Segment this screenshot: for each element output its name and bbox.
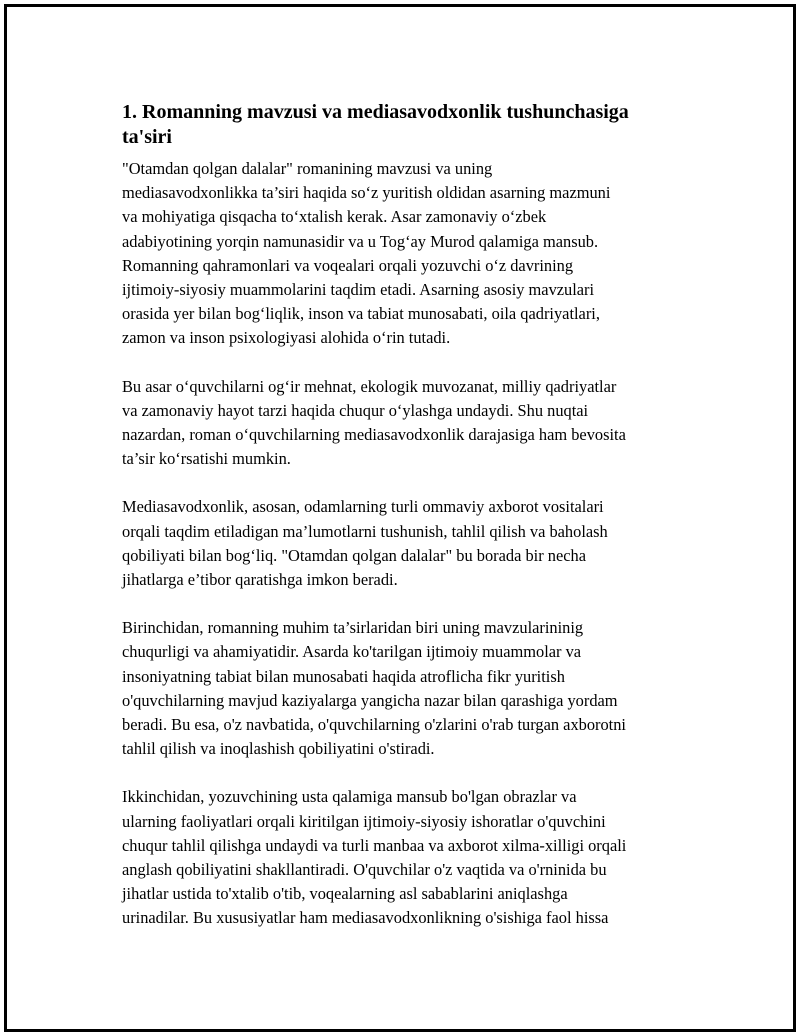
text-line: ularning faoliyatlari orqali kiritilgan ijtimoiy-siyosiy ishoratlar o'quvchini: [122, 811, 606, 831]
text-line: va mohiyatiga qisqacha to‘xtalish kerak. Asar zamonaviy o‘zbek: [122, 207, 547, 227]
text-line: jihatlarga e’tibor qaratishga imkon beradi.: [122, 570, 398, 590]
text-line: orasida yer bilan bog‘liqlik, inson va tabiat munosabati, oila qadriyatlari,: [122, 304, 600, 324]
text-line: ijtimoiy-siyosiy muammolarini taqdim etadi. Asarning asosiy mavzulari: [122, 280, 595, 300]
text-line: beradi. Bu esa, o'z navbatida, o'quvchilarning o'zlarini o'rab turgan axborotni: [122, 715, 626, 735]
text-line: chuqurligi va ahamiyatidir. Asarda ko'tarilgan ijtimoiy muammolar va: [122, 642, 582, 662]
paragraph-5: [122, 785, 702, 930]
paragraph-2: [122, 375, 702, 472]
text-line: ta’sir ko‘rsatishi mumkin.: [122, 449, 291, 469]
text-line: tahlil qilish va inoqlashish qobiliyatini o'stiradi.: [122, 739, 435, 759]
page-frame: [4, 4, 796, 1032]
text-line: chuqur tahlil qilishga undaydi va turli manbaa va axborot xilma-xilligi orqali: [122, 835, 627, 855]
text-line: urinadilar. Bu xususiyatlar ham mediasavodxonlikning o'sishiga faol hissa: [122, 908, 609, 928]
text-line: zamon va inson psixologiyasi alohida o‘rin tutadi.: [122, 328, 451, 348]
text-line: insoniyatning tabiat bilan munosabati haqida atroflicha fikr yuritish: [122, 666, 565, 686]
text-line: o'quvchilarning mavjud kaziyalarga yangicha nazar bilan qarashiga yordam: [122, 690, 618, 710]
text-line: qobiliyati bilan bog‘liq. "Otamdan qolgan dalalar" bu borada bir necha: [122, 545, 586, 565]
text-line: Ikkinchidan, yozuvchining usta qalamiga mansub bo'lgan obrazlar va: [122, 787, 577, 807]
text-line: Romanning qahramonlari va voqealari orqali yozuvchi o‘z davrining: [122, 255, 574, 275]
paragraph-4: [122, 616, 702, 761]
text-line: Mediasavodxonlik, asosan, odamlarning turli ommaviy axborot vositalari: [122, 497, 604, 517]
text-line: Bu asar o‘quvchilarni og‘ir mehnat, ekologik muvozanat, milliy qadriyatlar: [122, 376, 617, 396]
text-line: adabiyotining yorqin namunasidir va u Tog‘ay Murod qalamiga mansub.: [122, 231, 599, 251]
text-line: orqali taqdim etiladigan ma’lumotlarni tushunish, tahlil qilish va baholash: [122, 521, 608, 541]
section-heading: [122, 100, 702, 150]
text-line: nazardan, roman o‘quvchilarning mediasavodxonlik darajasiga ham bevosita: [122, 425, 626, 445]
document-body: [122, 100, 702, 955]
heading-line: ta'siri: [122, 126, 172, 148]
text-line: Birinchidan, romanning muhim ta’sirlaridan biri uning mavzularininig: [122, 618, 584, 638]
paragraph-3: [122, 495, 702, 592]
text-line: va zamonaviy hayot tarzi haqida chuqur o‘ylashga undaydi. Shu nuqtai: [122, 400, 589, 420]
text-line: "Otamdan qolgan dalalar" romanining mavzusi va uning: [122, 159, 493, 178]
paragraph-1: [122, 157, 702, 351]
heading-line: 1. Romanning mavzusi va mediasavodxonlik tushunchasiga: [122, 101, 629, 123]
text-line: jihatlar ustida to'xtalib o'tib, voqealarning asl sabablarini aniqlashga: [122, 884, 568, 904]
text-line: mediasavodxonlikka ta’siri haqida so‘z yuritish oldidan asarning mazmuni: [122, 183, 611, 203]
text-line: anglash qobiliyatini shakllantiradi. O'quvchilar o'z vaqtida va o'rninida bu: [122, 860, 607, 880]
